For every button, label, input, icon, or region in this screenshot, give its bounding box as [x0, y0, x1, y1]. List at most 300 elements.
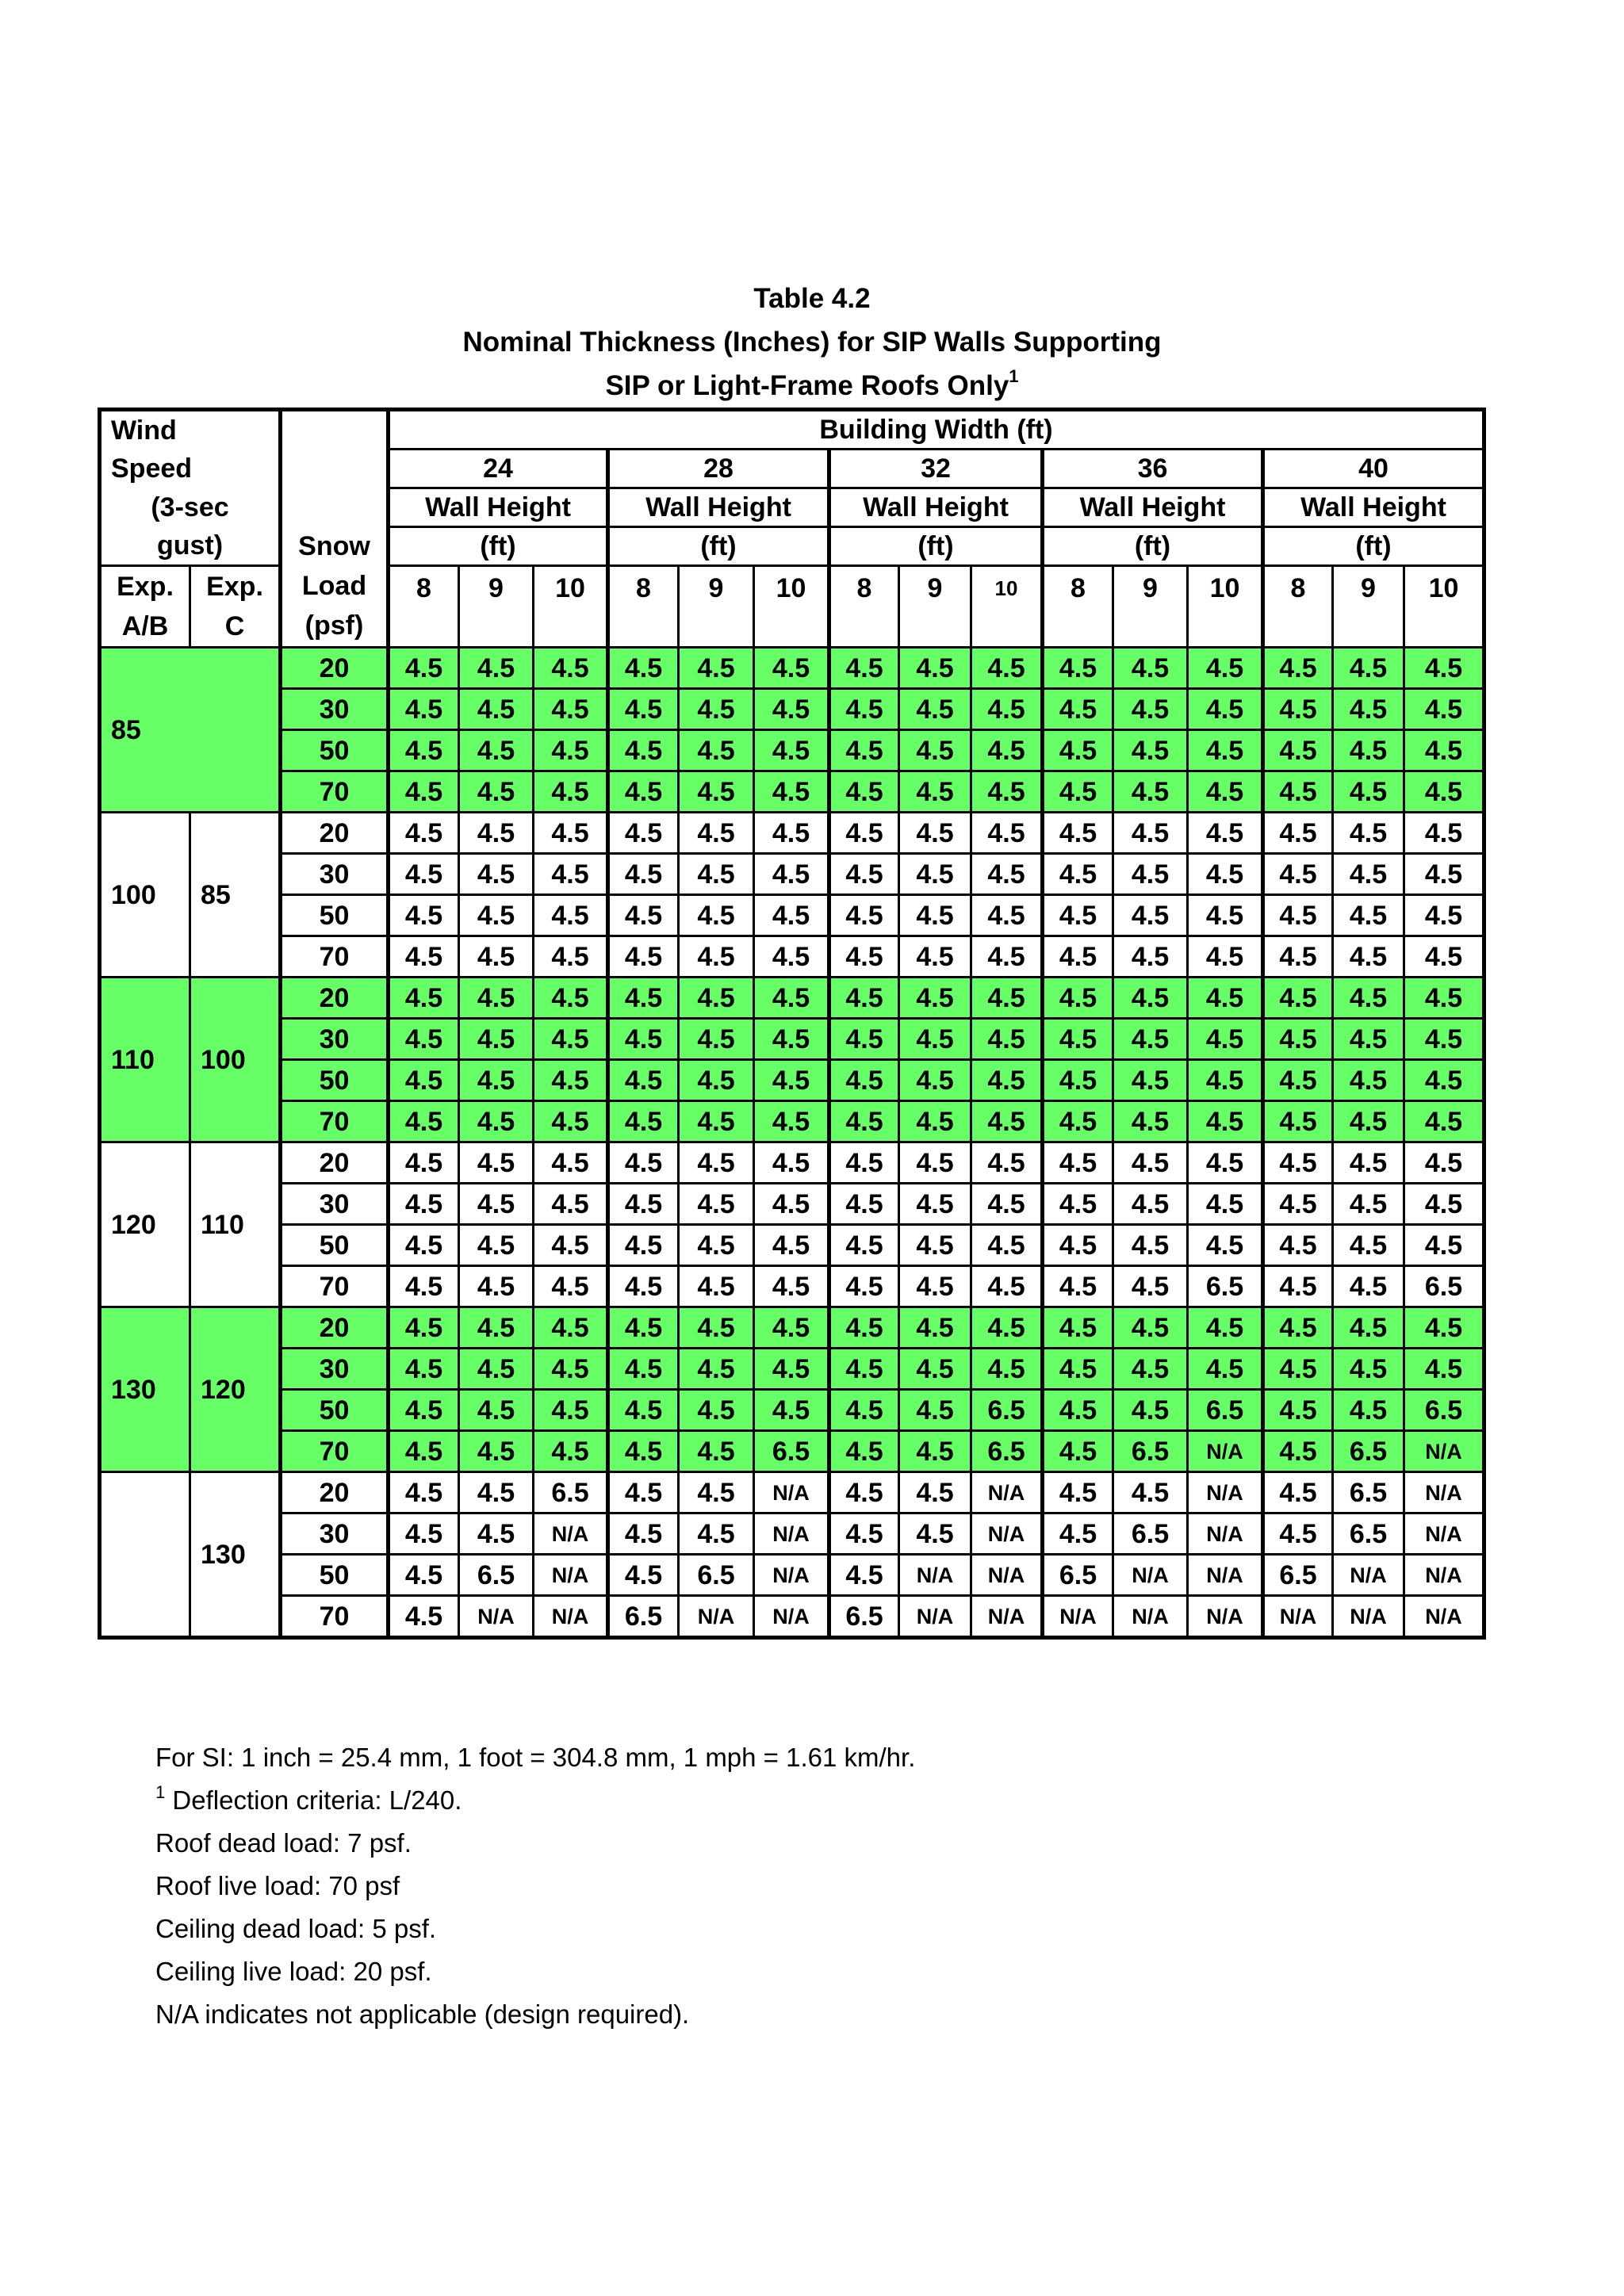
thickness-value: 4.5 [829, 854, 899, 895]
thickness-value: 6.5 [1404, 1266, 1484, 1307]
thickness-value: 4.5 [534, 1349, 608, 1390]
thickness-value: 4.5 [679, 1266, 754, 1307]
thickness-value: 4.5 [1043, 1019, 1113, 1060]
thickness-value: 4.5 [534, 1019, 608, 1060]
thickness-value: N/A [1188, 1472, 1263, 1513]
thickness-value: 4.5 [1404, 1101, 1484, 1142]
thickness-value: 4.5 [389, 1101, 459, 1142]
table-row [100, 1101, 1484, 1142]
thickness-value: 4.5 [1113, 1349, 1188, 1390]
thickness-value: 4.5 [971, 854, 1043, 895]
header-exp-c-2: C [224, 611, 245, 641]
thickness-value: 4.5 [1333, 936, 1404, 978]
thickness-value: N/A [971, 1472, 1043, 1513]
thickness-value: 4.5 [534, 1060, 608, 1101]
thickness-value: 4.5 [608, 689, 679, 730]
thickness-value: 4.5 [1188, 1019, 1263, 1060]
thickness-value: 4.5 [1043, 1266, 1113, 1307]
table-row [100, 1060, 1484, 1101]
thickness-value: 4.5 [608, 1225, 679, 1266]
thickness-value: 4.5 [534, 936, 608, 978]
thickness-value: 4.5 [1113, 1101, 1188, 1142]
thickness-value: N/A [534, 1555, 608, 1596]
thickness-value: N/A [899, 1555, 971, 1596]
thickness-value: 6.5 [754, 1431, 829, 1472]
note-deflection-text: Deflection criteria: L/240. [165, 1785, 462, 1815]
thickness-value: 4.5 [754, 1142, 829, 1184]
header-snow-spacer [281, 488, 389, 527]
thickness-value: 4.5 [1043, 1513, 1113, 1555]
header-height-9: 9 [1333, 566, 1404, 648]
thickness-value: 4.5 [1043, 1060, 1113, 1101]
thickness-value: 6.5 [1333, 1431, 1404, 1472]
thickness-value: 4.5 [899, 1307, 971, 1349]
table-subtitle-2 [0, 365, 1624, 408]
header-height-9: 9 [459, 566, 534, 648]
thickness-value: 4.5 [1113, 1472, 1188, 1513]
table-row [100, 1266, 1484, 1307]
table-row [100, 936, 1484, 978]
header-building-width: Building Width (ft) [389, 410, 1484, 450]
thickness-value: 4.5 [459, 1184, 534, 1225]
thickness-value: 4.5 [971, 771, 1043, 813]
thickness-value: 4.5 [1113, 978, 1188, 1019]
thickness-value: 4.5 [899, 1019, 971, 1060]
thickness-value: 4.5 [899, 1184, 971, 1225]
thickness-value: 4.5 [1188, 1142, 1263, 1184]
thickness-value: 4.5 [1188, 648, 1263, 689]
header-exp-c [190, 566, 281, 648]
header-snow-spacer [281, 450, 389, 488]
wind-speed-exp-ab: 130 [100, 1307, 190, 1472]
thickness-value: 4.5 [608, 1555, 679, 1596]
thickness-value: 4.5 [899, 1266, 971, 1307]
thickness-value: 4.5 [1188, 1349, 1263, 1390]
thickness-value: 4.5 [971, 1142, 1043, 1184]
thickness-value: 6.5 [829, 1596, 899, 1638]
thickness-value: 4.5 [389, 1349, 459, 1390]
thickness-value: 4.5 [899, 1513, 971, 1555]
header-ft: (ft) [389, 527, 608, 566]
thickness-value: 4.5 [608, 813, 679, 854]
thickness-value: 4.5 [829, 813, 899, 854]
header-height-9: 9 [1113, 566, 1188, 648]
thickness-value: 4.5 [899, 1060, 971, 1101]
thickness-value: 4.5 [1043, 813, 1113, 854]
thickness-value: 4.5 [1333, 978, 1404, 1019]
header-load-2: (psf) [304, 610, 364, 641]
thickness-value: 4.5 [971, 689, 1043, 730]
thickness-value: 4.5 [829, 1019, 899, 1060]
thickness-value: 4.5 [971, 730, 1043, 771]
thickness-value: 4.5 [389, 1142, 459, 1184]
thickness-value: 4.5 [971, 978, 1043, 1019]
thickness-value: 4.5 [608, 1349, 679, 1390]
thickness-value: 4.5 [829, 689, 899, 730]
thickness-value: N/A [1188, 1596, 1263, 1638]
thickness-value: N/A [754, 1555, 829, 1596]
table-row [100, 1349, 1484, 1390]
note-ceiling-live: Ceiling live load: 20 psf. [155, 1957, 432, 1986]
thickness-value: N/A [1404, 1555, 1484, 1596]
thickness-value: 4.5 [829, 1142, 899, 1184]
thickness-value: 4.5 [679, 1390, 754, 1431]
thickness-value: 4.5 [389, 1555, 459, 1596]
thickness-value: 4.5 [534, 1266, 608, 1307]
thickness-value: 4.5 [971, 1307, 1043, 1349]
thickness-value: 4.5 [459, 1060, 534, 1101]
thickness-value: N/A [1404, 1431, 1484, 1472]
thickness-value: 4.5 [899, 978, 971, 1019]
thickness-value: 4.5 [389, 895, 459, 936]
wind-speed-exp-ab: 120 [100, 1142, 190, 1307]
thickness-value: 4.5 [1043, 1225, 1113, 1266]
thickness-value: 4.5 [1043, 1472, 1113, 1513]
thickness-value: 4.5 [971, 813, 1043, 854]
header-ft: (ft) [608, 527, 829, 566]
thickness-value: 4.5 [829, 895, 899, 936]
thickness-value: 4.5 [1333, 1349, 1404, 1390]
thickness-value: 4.5 [829, 1472, 899, 1513]
thickness-value: 4.5 [829, 978, 899, 1019]
thickness-value: 4.5 [459, 1225, 534, 1266]
table-row [100, 730, 1484, 771]
thickness-value: 4.5 [1263, 1225, 1333, 1266]
header-width-28: 28 [608, 450, 829, 488]
thickness-value: 4.5 [754, 813, 829, 854]
thickness-value: 4.5 [1113, 771, 1188, 813]
thickness-value: 4.5 [459, 895, 534, 936]
thickness-value: 4.5 [1113, 813, 1188, 854]
header-ft: (ft) [829, 527, 1043, 566]
thickness-value: 4.5 [1333, 1101, 1404, 1142]
thickness-value: 4.5 [1333, 854, 1404, 895]
thickness-value: 4.5 [1113, 689, 1188, 730]
thickness-value: 4.5 [829, 1431, 899, 1472]
table-row [100, 1431, 1484, 1472]
thickness-value: 4.5 [1263, 689, 1333, 730]
thickness-value: 4.5 [534, 1184, 608, 1225]
thickness-value: 4.5 [679, 1307, 754, 1349]
thickness-value: N/A [1333, 1555, 1404, 1596]
thickness-value: 4.5 [1113, 730, 1188, 771]
thickness-value: 4.5 [754, 978, 829, 1019]
thickness-value: 4.5 [534, 1101, 608, 1142]
snow-load: 70 [281, 1266, 389, 1307]
thickness-value: 4.5 [899, 1101, 971, 1142]
thickness-value: 4.5 [754, 936, 829, 978]
thickness-value: 6.5 [1404, 1390, 1484, 1431]
thickness-value: 4.5 [1333, 813, 1404, 854]
thickness-table [98, 408, 1486, 1640]
thickness-value: 4.5 [754, 1266, 829, 1307]
thickness-value: 4.5 [608, 1019, 679, 1060]
thickness-value: N/A [1188, 1431, 1263, 1472]
thickness-value: N/A [754, 1472, 829, 1513]
table-row [100, 689, 1484, 730]
thickness-value: N/A [971, 1513, 1043, 1555]
thickness-value: 4.5 [1188, 730, 1263, 771]
thickness-value: 4.5 [1263, 648, 1333, 689]
thickness-value: 4.5 [1333, 1307, 1404, 1349]
thickness-value: 4.5 [389, 1225, 459, 1266]
thickness-value: 4.5 [534, 1390, 608, 1431]
table-row [100, 1596, 1484, 1638]
snow-load: 20 [281, 813, 389, 854]
thickness-value: 4.5 [1043, 936, 1113, 978]
thickness-value: 4.5 [534, 771, 608, 813]
thickness-value: 4.5 [754, 771, 829, 813]
title-line-2: Nominal Thickness (Inches) for SIP Walls Supporting [462, 327, 1162, 358]
thickness-value: N/A [534, 1513, 608, 1555]
snow-load: 70 [281, 1431, 389, 1472]
thickness-value: 4.5 [679, 978, 754, 1019]
table-row [100, 1225, 1484, 1266]
thickness-value: 4.5 [459, 1431, 534, 1472]
wind-speed-exp-ab: 85 [100, 648, 281, 813]
thickness-value: 4.5 [829, 1349, 899, 1390]
thickness-value: 6.5 [1333, 1472, 1404, 1513]
thickness-value: 4.5 [459, 1513, 534, 1555]
snow-load: 50 [281, 1225, 389, 1266]
thickness-value: 4.5 [1263, 1266, 1333, 1307]
thickness-value: 4.5 [1113, 1019, 1188, 1060]
thickness-value: 4.5 [829, 1390, 899, 1431]
header-load-1: Load [301, 570, 367, 601]
table-row [100, 1472, 1484, 1513]
thickness-value: 4.5 [754, 1184, 829, 1225]
wind-speed-exp-c: 85 [190, 813, 281, 978]
thickness-value: 4.5 [389, 1390, 459, 1431]
thickness-value: 4.5 [608, 1390, 679, 1431]
thickness-value: 4.5 [1113, 1184, 1188, 1225]
thickness-value: 4.5 [679, 1349, 754, 1390]
thickness-value: 4.5 [459, 689, 534, 730]
thickness-value: 4.5 [389, 1266, 459, 1307]
header-exp-ab [100, 566, 190, 648]
snow-load: 30 [281, 1513, 389, 1555]
thickness-value: 4.5 [608, 730, 679, 771]
header-ft: (ft) [1263, 527, 1484, 566]
thickness-value: 4.5 [389, 1431, 459, 1472]
thickness-value: 6.5 [534, 1472, 608, 1513]
thickness-value: 4.5 [1404, 936, 1484, 978]
thickness-value: 4.5 [1188, 936, 1263, 978]
thickness-value: 4.5 [971, 1101, 1043, 1142]
thickness-value: 4.5 [534, 854, 608, 895]
thickness-value: 6.5 [608, 1596, 679, 1638]
thickness-value: 4.5 [459, 1142, 534, 1184]
thickness-value: 4.5 [1188, 1060, 1263, 1101]
snow-load: 70 [281, 936, 389, 978]
thickness-value: 4.5 [1404, 1349, 1484, 1390]
thickness-value: 4.5 [754, 1307, 829, 1349]
thickness-value: 4.5 [899, 689, 971, 730]
thickness-value: 4.5 [971, 895, 1043, 936]
thickness-value: N/A [1404, 1513, 1484, 1555]
thickness-value: 4.5 [1333, 1390, 1404, 1431]
thickness-value: 4.5 [1188, 978, 1263, 1019]
thickness-value: 6.5 [1263, 1555, 1333, 1596]
thickness-value: 4.5 [829, 1101, 899, 1142]
thickness-value: 4.5 [1333, 1266, 1404, 1307]
header-snow-spacer [281, 410, 389, 450]
thickness-value: 4.5 [754, 689, 829, 730]
thickness-value: 4.5 [1113, 1390, 1188, 1431]
wind-speed-exp-c: 120 [190, 1307, 281, 1472]
snow-load: 20 [281, 978, 389, 1019]
note-roof-live: Roof live load: 70 psf [155, 1871, 400, 1900]
table-row [100, 978, 1484, 1019]
thickness-value: 4.5 [829, 1555, 899, 1596]
snow-load: 70 [281, 771, 389, 813]
header-width-36: 36 [1043, 450, 1263, 488]
thickness-value: 4.5 [608, 648, 679, 689]
thickness-value: 4.5 [679, 730, 754, 771]
thickness-value: 4.5 [389, 854, 459, 895]
thickness-value: 4.5 [829, 1225, 899, 1266]
thickness-value: 4.5 [1263, 1142, 1333, 1184]
thickness-value: 4.5 [971, 1349, 1043, 1390]
thickness-value: 4.5 [1404, 1060, 1484, 1101]
header-wall-height: Wall Height [1043, 488, 1263, 527]
thickness-value: 4.5 [1043, 895, 1113, 936]
thickness-value: 4.5 [1188, 1307, 1263, 1349]
snow-load: 50 [281, 1060, 389, 1101]
thickness-value: 4.5 [829, 771, 899, 813]
thickness-value: 4.5 [534, 689, 608, 730]
wind-speed-exp-ab: 110 [100, 978, 190, 1142]
thickness-value: 4.5 [1263, 771, 1333, 813]
thickness-value: 4.5 [534, 978, 608, 1019]
thickness-value: 4.5 [971, 1266, 1043, 1307]
header-exp-ab-2: A/B [121, 611, 169, 641]
thickness-value: N/A [1113, 1555, 1188, 1596]
thickness-value: 4.5 [1263, 895, 1333, 936]
thickness-value: 4.5 [389, 1513, 459, 1555]
thickness-value: 4.5 [829, 1266, 899, 1307]
thickness-value: 6.5 [1113, 1431, 1188, 1472]
thickness-value: 4.5 [679, 1142, 754, 1184]
thickness-value: 4.5 [1333, 730, 1404, 771]
thickness-value: 6.5 [1188, 1390, 1263, 1431]
thickness-value: 4.5 [1333, 895, 1404, 936]
thickness-value: 4.5 [754, 1349, 829, 1390]
header-snow: Snow [281, 527, 389, 566]
header-wall-height: Wall Height [608, 488, 829, 527]
thickness-value: 4.5 [608, 771, 679, 813]
thickness-value: 4.5 [1043, 1349, 1113, 1390]
thickness-value: 4.5 [1113, 854, 1188, 895]
header-height-8: 8 [1263, 566, 1333, 648]
thickness-value: 4.5 [1333, 771, 1404, 813]
thickness-value: 4.5 [899, 895, 971, 936]
thickness-value: 4.5 [679, 1431, 754, 1472]
thickness-value: 4.5 [534, 1307, 608, 1349]
thickness-value: 4.5 [459, 1390, 534, 1431]
thickness-value: N/A [1188, 1513, 1263, 1555]
thickness-value: 4.5 [1043, 1390, 1113, 1431]
thickness-value: 4.5 [608, 978, 679, 1019]
thickness-value: 4.5 [1404, 648, 1484, 689]
thickness-value: 4.5 [389, 730, 459, 771]
thickness-value: 4.5 [899, 1472, 971, 1513]
thickness-value: 4.5 [1113, 1307, 1188, 1349]
thickness-value: 4.5 [679, 771, 754, 813]
thickness-value: 4.5 [679, 895, 754, 936]
table-title [0, 277, 1624, 320]
snow-load: 50 [281, 1555, 389, 1596]
thickness-value: 4.5 [1263, 1019, 1333, 1060]
thickness-value: 4.5 [1404, 1142, 1484, 1184]
header-height-10: 10 [1404, 566, 1484, 648]
snow-load: 50 [281, 1390, 389, 1431]
header-height-9: 9 [679, 566, 754, 648]
snow-load: 30 [281, 1349, 389, 1390]
thickness-value: 4.5 [608, 1142, 679, 1184]
thickness-value: 4.5 [389, 1184, 459, 1225]
thickness-value: 4.5 [679, 1472, 754, 1513]
snow-load: 20 [281, 1472, 389, 1513]
header-wall-height: Wall Height [829, 488, 1043, 527]
thickness-value: N/A [534, 1596, 608, 1638]
title-line-1: Table 4.2 [753, 283, 871, 314]
thickness-value: 4.5 [389, 689, 459, 730]
thickness-value: 4.5 [754, 1060, 829, 1101]
thickness-value: 4.5 [1404, 689, 1484, 730]
snow-load: 20 [281, 648, 389, 689]
table-row [100, 854, 1484, 895]
thickness-value: 4.5 [1188, 895, 1263, 936]
note-si: For SI: 1 inch = 25.4 mm, 1 foot = 304.8 mm, 1 mph = 1.61 km/hr. [155, 1743, 916, 1772]
thickness-value: 4.5 [534, 730, 608, 771]
thickness-value: 4.5 [971, 1184, 1043, 1225]
thickness-value: 4.5 [1404, 978, 1484, 1019]
thickness-value: 4.5 [679, 1101, 754, 1142]
thickness-value: 4.5 [1263, 1184, 1333, 1225]
thickness-value: 4.5 [754, 730, 829, 771]
table-row [100, 813, 1484, 854]
thickness-value: N/A [899, 1596, 971, 1638]
header-width-40: 40 [1263, 450, 1484, 488]
thickness-value: 4.5 [534, 813, 608, 854]
table-row [100, 1307, 1484, 1349]
snow-load: 20 [281, 1142, 389, 1184]
thickness-value: 4.5 [608, 1472, 679, 1513]
thickness-value: 4.5 [1043, 648, 1113, 689]
thickness-value: 4.5 [754, 1390, 829, 1431]
thickness-value: 4.5 [829, 730, 899, 771]
thickness-value: 4.5 [459, 978, 534, 1019]
thickness-value: 4.5 [679, 648, 754, 689]
snow-load: 30 [281, 689, 389, 730]
thickness-value: 4.5 [389, 936, 459, 978]
thickness-value: 4.5 [1113, 648, 1188, 689]
header-width-24: 24 [389, 450, 608, 488]
header-height-9: 9 [899, 566, 971, 648]
thickness-value: 4.5 [754, 895, 829, 936]
thickness-value: N/A [1113, 1596, 1188, 1638]
footnote-marker: 1 [1009, 366, 1019, 386]
thickness-value: 4.5 [1188, 689, 1263, 730]
thickness-value: 4.5 [459, 1307, 534, 1349]
snow-load: 30 [281, 1019, 389, 1060]
thickness-value: 4.5 [389, 813, 459, 854]
thickness-value: 4.5 [389, 648, 459, 689]
header-height-10: 10 [754, 566, 829, 648]
thickness-value: 4.5 [389, 1060, 459, 1101]
thickness-value: 4.5 [534, 1225, 608, 1266]
